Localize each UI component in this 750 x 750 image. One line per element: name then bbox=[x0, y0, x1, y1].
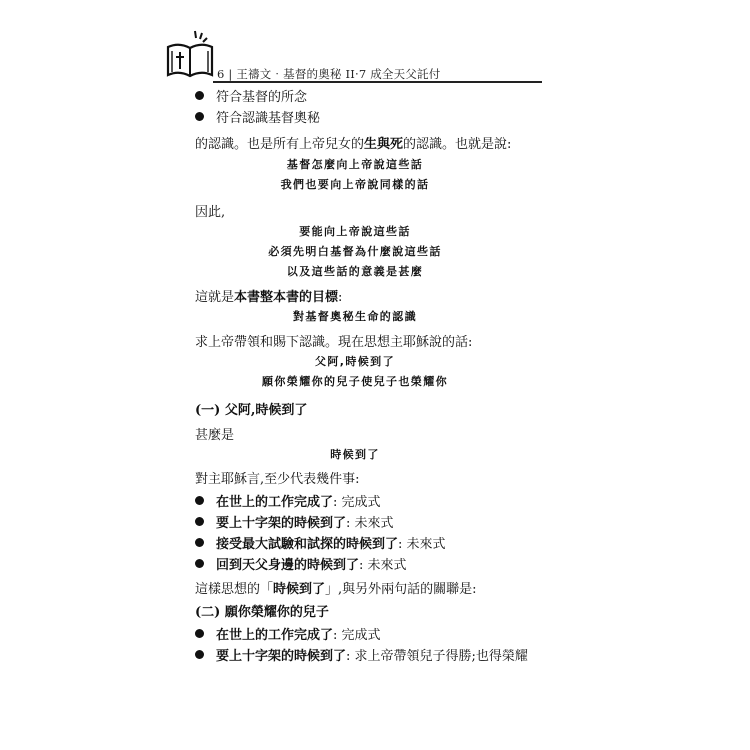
header-rule bbox=[213, 81, 542, 83]
open-book-icon bbox=[165, 27, 215, 79]
bullet-icon bbox=[195, 91, 204, 100]
quote-line: 時候到了 bbox=[330, 448, 380, 461]
quote-line: 要能向上帝說這些話 bbox=[299, 225, 411, 238]
quote-line: 以及這些話的意義是甚麼 bbox=[286, 265, 424, 278]
bullet-icon bbox=[195, 112, 204, 121]
paragraph: 的認識。也是所有上帝兒女的生與死的認識。也就是說: bbox=[195, 137, 512, 152]
page-number: 6 bbox=[217, 67, 225, 81]
bullet-icon bbox=[195, 629, 204, 638]
header-separator: | bbox=[228, 67, 233, 81]
paragraph: 因此, bbox=[195, 205, 226, 220]
section-heading: (二) 願你榮耀你的兒子 bbox=[195, 605, 329, 620]
quote-line: 對基督奧秘生命的認識 bbox=[293, 310, 417, 323]
paragraph: 求上帝帶領和賜下認識。現在思想主耶穌說的話: bbox=[195, 335, 473, 350]
list-item: 在世上的工作完成了: 完成式 bbox=[195, 491, 381, 510]
bullet-icon bbox=[195, 496, 204, 505]
bullet-icon bbox=[195, 517, 204, 526]
list-item: 符合基督的所念 bbox=[195, 86, 307, 105]
quote-line: 父阿,時候到了 bbox=[315, 355, 395, 368]
quote-line: 我們也要向上帝說同樣的話 bbox=[280, 178, 430, 191]
quote-line: 必須先明白基督為什麼說這些話 bbox=[268, 245, 442, 258]
quote-line: 願你榮耀你的兒子使兒子也榮耀你 bbox=[262, 375, 448, 388]
list-item: 接受最大試驗和試探的時候到了: 未來式 bbox=[195, 533, 446, 552]
running-header bbox=[217, 66, 440, 82]
paragraph: 這就是本書整本書的目標: bbox=[195, 290, 343, 305]
paragraph: 對主耶穌言,至少代表幾件事: bbox=[195, 472, 360, 487]
list-item: 回到天父身邊的時候到了: 未來式 bbox=[195, 554, 407, 573]
bullet-icon bbox=[195, 650, 204, 659]
bullet-icon bbox=[195, 559, 204, 568]
quote-line: 基督怎麼向上帝說這些話 bbox=[286, 158, 424, 171]
list-item: 要上十字架的時候到了: 求上帝帶領兒子得勝;也得榮耀 bbox=[195, 645, 528, 664]
book-title: 王禱文‧基督的奧秘 II‧7 成全天父託付 bbox=[236, 67, 441, 81]
bullet-icon bbox=[195, 538, 204, 547]
page-header bbox=[165, 27, 542, 87]
paragraph: 甚麼是 bbox=[195, 428, 235, 443]
section-heading: (一) 父阿,時候到了 bbox=[195, 403, 308, 418]
list-item: 符合認識基督奧秘 bbox=[195, 107, 320, 126]
paragraph: 這樣思想的「時候到了」,與另外兩句話的關聯是: bbox=[195, 582, 477, 597]
list-item: 要上十字架的時候到了: 未來式 bbox=[195, 512, 394, 531]
list-item: 在世上的工作完成了: 完成式 bbox=[195, 624, 381, 643]
